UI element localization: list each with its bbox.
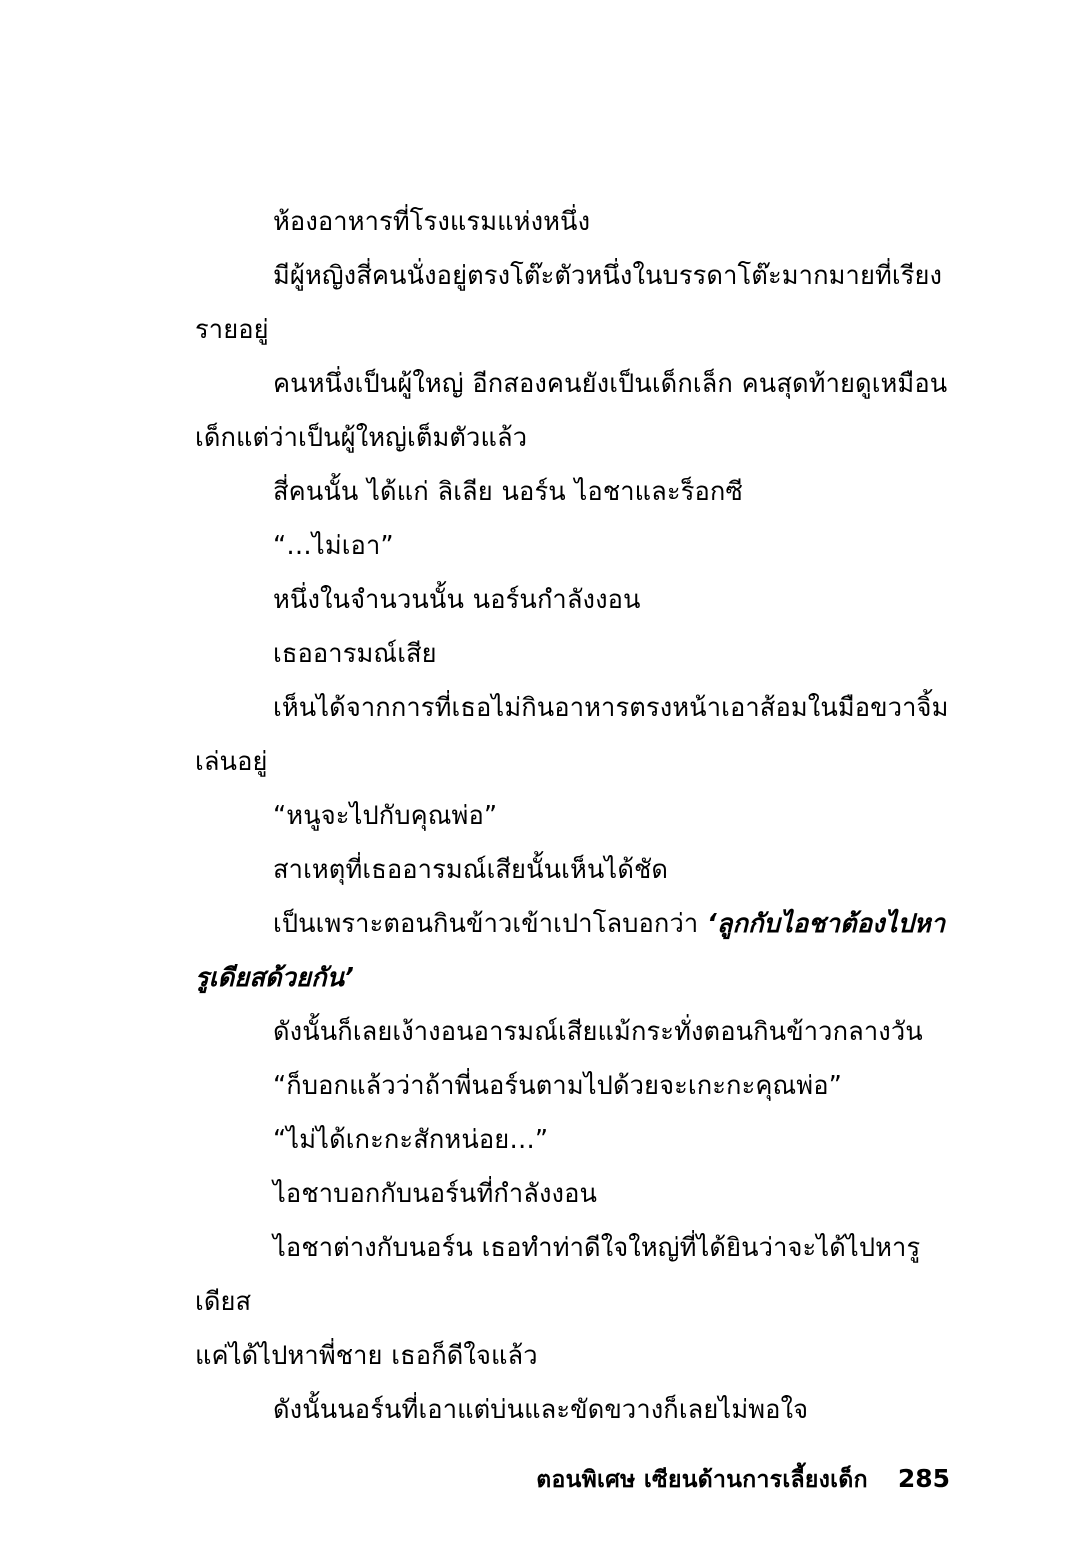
page-footer bbox=[195, 1462, 950, 1498]
paragraph: “ไม่ได้เกะกะสักหน่อย…” bbox=[273, 1125, 549, 1155]
paragraph-text: เป็นเพราะตอนกินข้าวเข้าเปาโลบอกว่า bbox=[273, 909, 708, 939]
body-text-block bbox=[195, 195, 950, 1437]
paragraph: เธออารมณ์เสีย bbox=[273, 639, 437, 669]
paragraph: ดังนั้นก็เลยเง้างอนอารมณ์เสียแม้กระทั่งตอนกินข้าวกลางวัน bbox=[273, 1017, 923, 1047]
paragraph: คนหนึ่งเป็นผู้ใหญ่ อีกสองคนยังเป็นเด็กเล็ก คนสุดท้ายดูเหมือนเด็กแต่ว่าเป็นผู้ใหญ่เต็มตัวแล้ว bbox=[195, 369, 948, 453]
paragraph: ไอชาต่างกับนอร์น เธอทำท่าดีใจใหญ่ที่ได้ยินว่าจะได้ไปหารูเดียส bbox=[195, 1233, 921, 1317]
paragraph-with-emphasis bbox=[195, 897, 950, 1005]
paragraph: หนึ่งในจำนวนนั้น นอร์นกำลังงอน bbox=[273, 585, 641, 615]
paragraph: มีผู้หญิงสี่คนนั่งอยู่ตรงโต๊ะตัวหนึ่งในบรรดาโต๊ะมากมายที่เรียงรายอยู่ bbox=[195, 261, 943, 345]
paragraph: ดังนั้นนอร์นที่เอาแต่บ่นและขัดขวางก็เลยไม่พอใจ bbox=[273, 1395, 809, 1425]
paragraph: เห็นได้จากการที่เธอไม่กินอาหารตรงหน้าเอาส้อมในมือขวาจิ้มเล่นอยู่ bbox=[195, 693, 949, 777]
paragraph: ไอชาบอกกับนอร์นที่กำลังงอน bbox=[273, 1179, 598, 1209]
paragraph: “…ไม่เอา” bbox=[273, 531, 394, 561]
footer-page-number: 285 bbox=[897, 1464, 950, 1493]
footer-chapter-title: ตอนพิเศษ เซียนด้านการเลี้ยงเด็ก bbox=[536, 1467, 868, 1493]
paragraph: “ก็บอกแล้วว่าถ้าพี่นอร์นตามไปด้วยจะเกะกะคุณพ่อ” bbox=[273, 1071, 842, 1101]
paragraph: สี่คนนั้น ได้แก่ ลิเลีย นอร์น ไอชาและร็อกซี bbox=[273, 477, 743, 507]
paragraph: แค่ได้ไปหาพี่ชาย เธอก็ดีใจแล้ว bbox=[195, 1341, 538, 1371]
paragraph: สาเหตุที่เธออารมณ์เสียนั้นเห็นได้ชัด bbox=[273, 855, 669, 885]
paragraph: ห้องอาหารที่โรงแรมแห่งหนึ่ง bbox=[273, 207, 591, 237]
emphasis-quote: ‘ลูกกับไอชาต้องไปหารูเดียสด้วยกัน’ bbox=[195, 909, 946, 993]
paragraph: “หนูจะไปกับคุณพ่อ” bbox=[273, 801, 498, 831]
